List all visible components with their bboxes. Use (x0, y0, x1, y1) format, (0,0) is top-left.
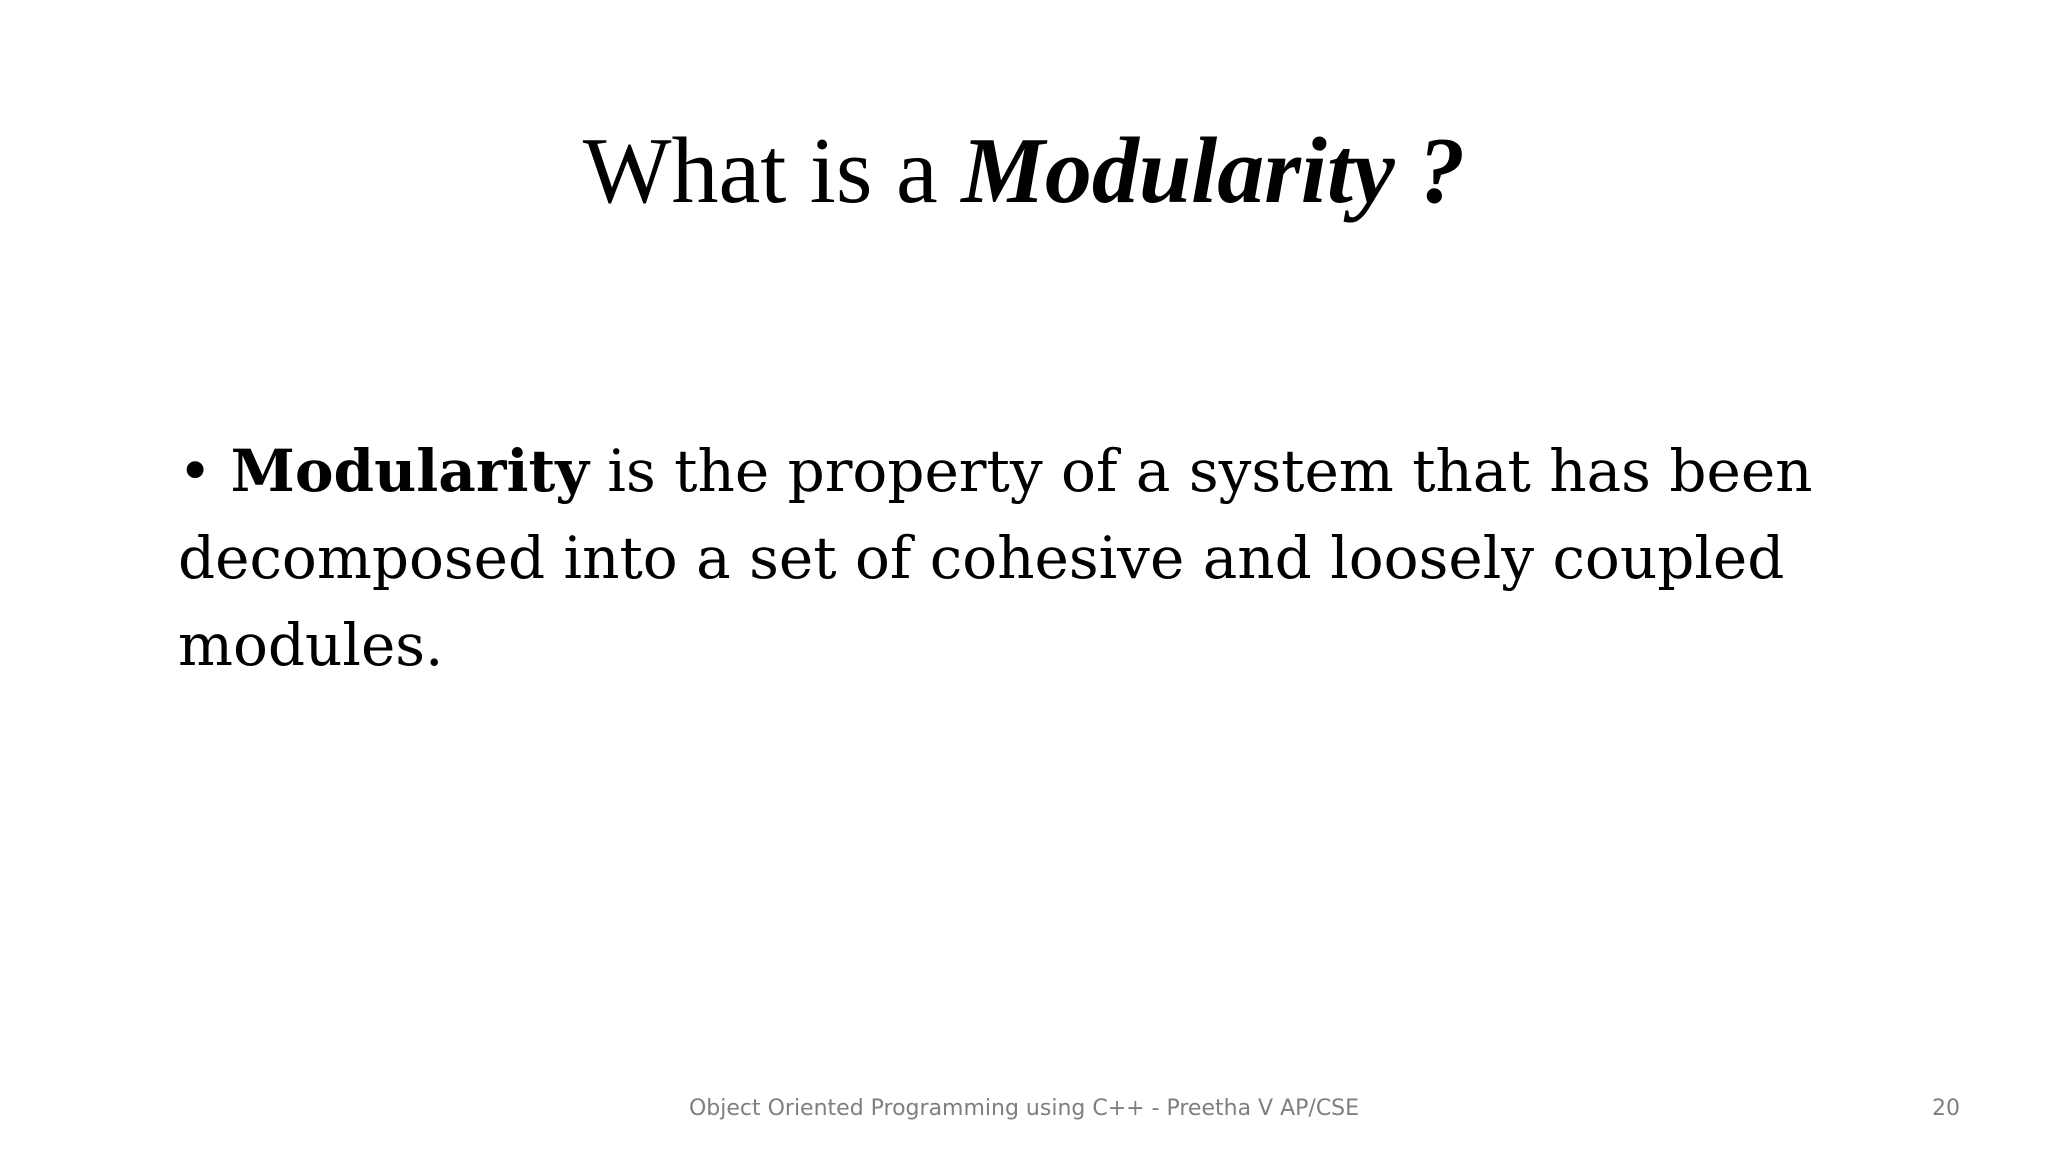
bullet-line-3: modules. (178, 611, 444, 679)
bullet-term: Modularity (230, 437, 589, 505)
slide-title (0, 116, 2048, 226)
bullet-line-1-text: is the property of a system that has been (588, 437, 1813, 505)
title-plain-text: What is a (582, 119, 962, 223)
title-emphasis-text: Modularity ? (961, 119, 1466, 223)
bullet-symbol: • (178, 437, 213, 505)
bullet-line-1 (178, 428, 1813, 515)
page-number: 20 (1932, 1096, 1960, 1121)
bullet-line-2: decomposed into a set of cohesive and loosely coupled (178, 524, 1785, 592)
bullet-paragraph (178, 428, 1813, 689)
slide-footer: Object Oriented Programming using C++ - Preetha V AP/CSE (688, 1096, 1360, 1121)
